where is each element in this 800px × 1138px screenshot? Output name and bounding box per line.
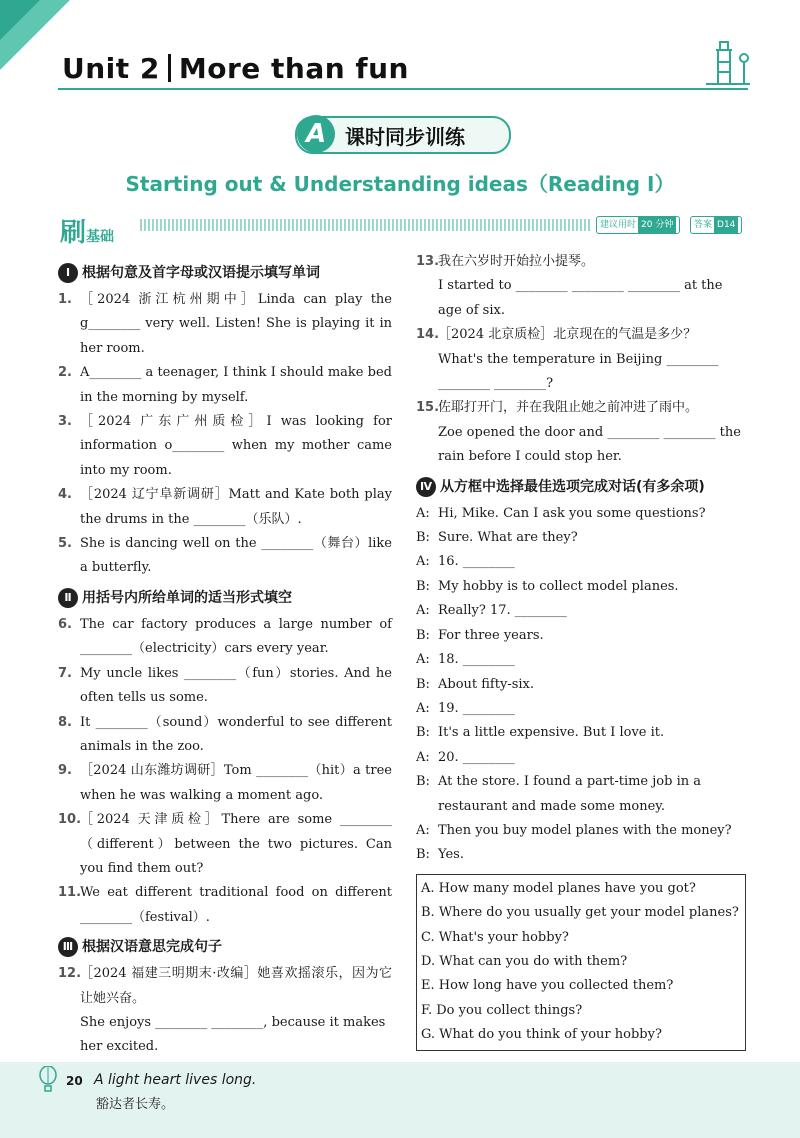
question-number: 6. [58, 616, 72, 632]
speaker: A: [416, 603, 430, 619]
question-item [416, 396, 746, 420]
question-item [416, 323, 746, 347]
question-item [58, 881, 392, 930]
dialogue-line [416, 599, 746, 623]
question-number: 9. [58, 763, 72, 779]
title-separator [168, 54, 171, 82]
motto-chinese: 豁达者长寿。 [96, 1097, 175, 1112]
answer-line: I started to ________ ________ ________ at the age of six. [438, 278, 723, 318]
dialogue-text: It's a little expensive. But I love it. [438, 725, 665, 741]
question-text: The car factory produces a large number of ________（electricity）cars every year. [80, 616, 392, 657]
dialogue-line [416, 575, 746, 599]
dialogue-text: My hobby is to collect model planes. [438, 578, 679, 594]
dialogue-line [416, 770, 746, 819]
question-item [58, 532, 392, 581]
speaker: A: [416, 700, 430, 716]
question-number: 7. [58, 665, 72, 681]
dialogue-text: 18. ________ [438, 652, 515, 668]
question-number: 14. [416, 327, 440, 343]
speaker: B: [416, 627, 430, 643]
dialogue-line [416, 721, 746, 745]
exercise-heading [58, 934, 392, 960]
question-text: ［2024 北京质检］北京现在的气温是多少？ [438, 327, 697, 343]
question-text: 我在六岁时开始拉小提琴。 [438, 254, 595, 269]
question-text: 佐耶打开门，并在我阻止她之前冲进了雨中。 [438, 400, 699, 416]
section-title: 课时同步训练 [345, 125, 465, 149]
section-heading [295, 116, 511, 154]
exercise-heading-text: 从方框中选择最佳选项完成对话(有多余项) [440, 478, 705, 495]
dialogue-text: Yes. [438, 847, 464, 863]
exercise-badge: Ⅳ [416, 477, 436, 497]
speaker: B: [416, 847, 430, 863]
speaker: A: [416, 749, 430, 765]
question-text: ［2024 山东潍坊调研］Tom ________（hit）a tree when he was walking a moment ago. [80, 763, 392, 803]
speaker: B: [416, 578, 430, 594]
question-number: 13. [416, 254, 440, 269]
answer-line: She enjoys ________ ________, because it makes her excited. [80, 1014, 386, 1055]
question-text: ［2024 天津质检］There are some ________（different）between the two pictures. Can you find them out? [80, 812, 392, 876]
dialogue-text: 19. ________ [438, 700, 515, 716]
dialogue-line [416, 526, 746, 550]
question-number: 8. [58, 714, 72, 730]
question-number: 4. [58, 487, 72, 503]
question-text: It ________（sound）wonderful to see different animals in the zoo. [80, 714, 392, 754]
question-item [416, 250, 746, 274]
question-text: ［2024 辽宁阜新调研］Matt and Kate both play the drums in the ________（乐队）. [80, 487, 392, 527]
question-number: 5. [58, 536, 72, 552]
dialogue-line [416, 648, 746, 672]
left-column [58, 256, 392, 1060]
exercise-heading [58, 585, 392, 611]
option-item: C. What's your hobby? [421, 929, 569, 945]
question-text: A________ a teenager, I think I should make bed in the morning by myself. [80, 365, 392, 405]
dialogue-line [416, 550, 746, 574]
option-item: A. How many model planes have you got? [421, 880, 696, 896]
answer-line: What's the temperature in Beijing ________ ________ ________? [438, 351, 719, 392]
title-underline [58, 88, 748, 90]
dialogue-text: At the store. I found a part-time job in a restaurant and made some money. [438, 774, 701, 814]
question-number: 1. [58, 292, 72, 307]
dialogue-line [416, 746, 746, 770]
unit-title [62, 52, 409, 85]
question-text: ［2024 浙江杭州期中］Linda can play the g________ very well. Listen! She is playing it in her room. [80, 292, 392, 356]
basics-label [60, 212, 114, 249]
speaker: B: [416, 725, 430, 741]
question-item [58, 808, 392, 881]
exercise-heading [416, 474, 746, 500]
exercise-badge: Ⅱ [58, 588, 78, 608]
question-number: 12. [58, 966, 82, 982]
dialogue-line [416, 624, 746, 648]
lesson-title: Starting out & Understanding ideas（Reading Ⅰ） [125, 172, 675, 196]
option-item: F. Do you collect things? [421, 1002, 583, 1018]
answer-tag [690, 216, 742, 234]
question-number: 10. [58, 812, 82, 828]
right-items [416, 250, 746, 868]
question-text: ［2024 福建三明期末·改编］她喜欢摇滚乐，因为它让她兴奋。 [80, 966, 392, 1006]
hatch-divider [140, 219, 592, 231]
speaker: B: [416, 530, 430, 546]
question-number: 11. [58, 885, 82, 901]
time-value: 20 分钟 [638, 217, 676, 233]
exercise-heading-text: 根据句意及首字母或汉语提示填写单词 [82, 265, 320, 281]
question-item [58, 483, 392, 532]
dialogue-text: Really? 17. ________ [438, 603, 567, 619]
question-item [58, 410, 392, 483]
speaker: A: [416, 505, 430, 521]
answer-label: 答案 [694, 220, 713, 230]
answer-value: D14 [714, 217, 738, 233]
question-item [58, 613, 392, 662]
question-text: She is dancing well on the ________（舞台）like a butterfly. [80, 536, 392, 576]
dialogue-line [416, 673, 746, 697]
option-item: D. What can you do with them? [421, 953, 628, 969]
time-tag [596, 216, 680, 234]
dialogue-line [416, 843, 746, 867]
exercise-badge: Ⅰ [58, 263, 78, 283]
time-label: 建议用时 [600, 220, 637, 230]
dialogue-text: Hi, Mike. Can I ask you some questions? [438, 505, 706, 521]
dialogue-text: 16. ________ [438, 554, 515, 570]
speaker: A: [416, 652, 430, 668]
balloon-icon [38, 1066, 58, 1092]
speaker: A: [416, 554, 430, 570]
question-item [58, 711, 392, 760]
motto-english: A light heart lives long. [94, 1072, 257, 1088]
question-number: 15. [416, 400, 440, 416]
page-number: 20 [66, 1074, 83, 1088]
dialogue-text: Sure. What are they? [438, 530, 578, 546]
exercise-heading-text: 用括号内所给单词的适当形式填空 [82, 589, 292, 606]
options-box [416, 874, 746, 1051]
basics-text: 基础 [86, 229, 115, 245]
dialogue-line [416, 502, 746, 526]
question-number: 2. [58, 365, 72, 381]
exercise-heading-text: 根据汉语意思完成句子 [82, 939, 222, 956]
question-item [58, 662, 392, 711]
option-item: E. How long have you collected them? [421, 978, 674, 994]
option-item: G. What do you think of your hobby? [421, 1027, 662, 1043]
unit-number: Unit 2 [62, 52, 160, 85]
question-text: ［2024 广东广州质检］I was looking for information o________ when my mother came into my room. [80, 414, 392, 478]
exercise-heading [58, 260, 392, 286]
unit-name: More than fun [178, 52, 409, 85]
question-item [58, 288, 392, 361]
dialogue-text: For three years. [438, 627, 544, 643]
section-badge: A [297, 115, 335, 153]
lighthouse-icon [700, 36, 752, 90]
basics-brand: 刷 [60, 218, 87, 248]
speaker: A: [416, 822, 430, 838]
option-item: B. Where do you usually get your model planes? [421, 905, 739, 921]
corner-decoration-dark [0, 0, 40, 40]
question-text: We eat different traditional food on different ________（festival）. [80, 885, 392, 925]
dialogue-text: Then you buy model planes with the money? [438, 822, 732, 838]
right-column [416, 250, 746, 1051]
dialogue-text: 20. ________ [438, 749, 515, 765]
question-text: My uncle likes ________（fun）stories. And he often tells us some. [80, 665, 392, 706]
question-item [58, 759, 392, 808]
speaker: B: [416, 774, 430, 790]
question-item [58, 361, 392, 410]
exercise-badge: Ⅲ [58, 937, 78, 957]
dialogue-line [416, 819, 746, 843]
dialogue-text: About fifty-six. [438, 676, 535, 692]
speaker: B: [416, 676, 430, 692]
dialogue-line [416, 697, 746, 721]
question-number: 3. [58, 414, 72, 430]
answer-line: Zoe opened the door and ________ ________ the rain before I could stop her. [438, 424, 741, 465]
question-item [58, 962, 392, 1011]
